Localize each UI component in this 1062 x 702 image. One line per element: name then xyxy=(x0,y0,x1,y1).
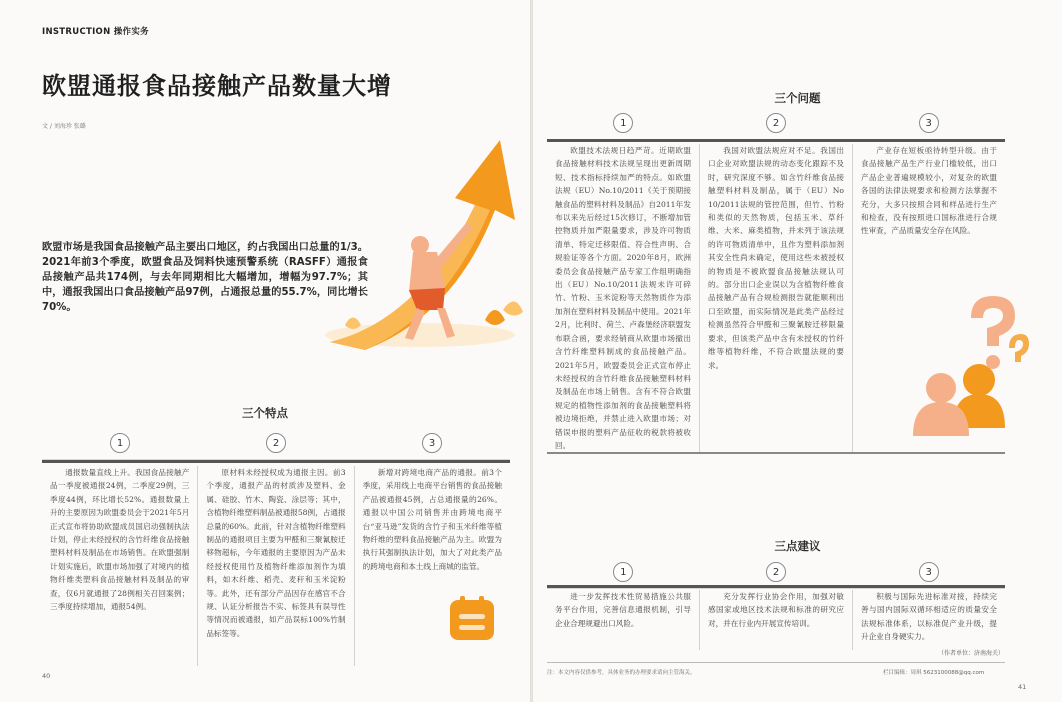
problem-number-cell xyxy=(700,113,853,140)
right-page-number: 41 xyxy=(1018,683,1027,691)
suggestion-column-2 xyxy=(699,590,852,650)
problems-numbers xyxy=(547,113,1005,140)
article-byline: 文 / 刘海珍 张璐 xyxy=(42,123,86,130)
problem-number-cell xyxy=(852,113,1005,140)
problem-number-2: 2 xyxy=(766,113,786,133)
problem-text-2: 我国对欧盟法规应对不足。我国出口企业对欧盟法规的动态变化跟踪不及时，研究深度不够。如含竹纤维食品接触塑料材料及制品，属于（EU）No 10/2011法规的管控范围，但竹、竹粉和类似的天然物质，包括玉米、草纤维、大米、麻类植物，并未列于该法规的许可物质清单中，且作为塑料添加剂其安全性尚未确定，使用这些未被授权的物质是不被欧盟食品接触法规认可的。部分出口企业误以为含植物纤维食品接触产品有合规检测报告就能顺利出口至欧盟，而实际情况是此类产品经过检测虽然符合甲醛和三聚氰胺迁移限量要求，但该类产品中含有未授权的竹纤维等植物纤维，不符合欧盟法规的要求。 xyxy=(708,146,844,370)
feature-number-cell xyxy=(42,433,198,460)
article-lead: 欧盟市场是我国食品接触产品主要出口地区，约占我国出口总量的1/3。2021年前3个季度，欧盟食品及饲料快速预警系统（RASFF）通报食品接触产品共174例，与去年同期相比大幅增加，增幅为97.7%；其中，通报我国出口食品接触产品97例，占通报总量的55.7%，同比增长70%。 xyxy=(42,242,368,313)
problem-text-1: 欧盟技术法规日趋严苛。近期欧盟食品接触材料技术法规呈现出更新周期短、技术指标持续加严的特点。如欧盟法规（EU）No.10/2011《关于预期接触食品的塑料材料及制品》自2011年发布以来先后经过15次修订，不断增加管控物质并加严限量要求，涉及许可物质清单、特定迁移限值、符合性声明、合规验证等各个方面。2020年8月，欧洲委员会食品接触产品专家工作组明确指出（EU）No.10/2011法规未许可碎竹、竹粉、玉米淀粉等天然物质作为添加剂在塑料材料及制品中使用。2021年2月，比利时、荷兰、卢森堡经济联盟发布联合函，要求经销商从欧盟市场撤出含竹纤维塑料制成的食品接触产品。2021年5月，欧盟委员会正式宣布停止未经授权的含竹纤维食品接触塑料材料及制品在市场上销售。含有不符合欧盟规定的植物性添加剂的食品接触塑料将被边境拒绝，并禁止进入欧盟市场；对错误申报的塑料产品征收的税款将被收回。 xyxy=(555,146,691,450)
problems-bottom-bar xyxy=(547,452,1005,454)
feature-number-cell xyxy=(354,433,510,460)
suggestion-column-1 xyxy=(547,590,699,650)
suggestions-divider-bar xyxy=(547,585,1005,588)
problem-number-cell xyxy=(547,113,700,140)
rising-arrow-illustration xyxy=(325,110,530,360)
left-page xyxy=(0,0,530,702)
feature-text-1: 通报数量直线上升。我国食品接触产品一季度被通报24例，二季度29例，三季度44例，环比增长52%。通报数量上升的主要原因为欧盟委员会于2021年5月正式宣布将协助欧盟成员国启动强制执法计划，停止未经授权的含竹纤维食品接触塑料材料及制品在市场销售。在欧盟强制计划实施后，欧盟市场加强了对境内的植物纤维类塑料食品接触材料及制品的审查，仅6月就通报了28例相关召回案例；三季度持续增加，通报54例。 xyxy=(50,468,190,612)
suggestions-columns xyxy=(547,590,1005,650)
calendar-list-icon xyxy=(448,594,496,642)
features-numbers xyxy=(42,433,510,460)
suggestion-text-3: 积极与国际先进标准对接，持续完善与国内国际双循环相适应的质量安全法规标准体系，以标准促产业升级，提升企业自身硬实力。 xyxy=(861,592,997,642)
feature-text-2: 原材料未经授权成为通报主因。前3个季度，通报产品的材质涉及塑料、金属、硅胶、竹木、陶瓷、涂层等；其中，含植物纤维塑料制品被通报58例，占通报总量的60%。此前，针对含植物纤维塑料制品的通报项目主要为甲醛和三聚氰胺迁移物超标，今年通报的主要原因为产品未经授权使用竹及植物纤维添加剂作为填料，如木纤维、稻壳、麦秆和玉米淀粉等。此外，还有部分产品因存在感官不合规、认证分析报告不实、标签具有误导性等情况而被通报，如产品误标100%竹制品标签等。 xyxy=(206,468,346,638)
problem-column-2 xyxy=(699,144,852,452)
feature-number-1: 1 xyxy=(110,433,130,453)
features-columns xyxy=(42,466,510,666)
problems-heading: 三个问题 xyxy=(774,91,821,105)
feature-column-1 xyxy=(42,466,197,666)
problems-divider-bar xyxy=(547,139,1005,142)
problem-text-3: 产业存在短板亟待转型升级。由于食品接触产品生产行业门槛较低，出口产品企业普遍规模较小，对复杂的欧盟各国的法律法规要求和检测方法掌握不充分，大多只按照合同和样品进行生产和检查，没有按照进口国标准进行合规性审查，产品质量安全存在风险。 xyxy=(861,146,997,236)
feature-column-2 xyxy=(197,466,353,666)
left-page-number: 40 xyxy=(42,672,51,680)
feature-number-3: 3 xyxy=(422,433,442,453)
feature-text-3: 新增对跨境电商产品的通报。前3个季度，采用线上电商平台销售的食品接触产品被通报45例，占总通报量的26%。通报以中国公司销售并由跨境电商平台“亚马逊”发货的含竹子和玉米纤维等植物纤维的塑料食品接触产品为主。欧盟为执行其强制执法计划，加大了对此类产品的跨境电商和本土线上商城的监管。 xyxy=(362,468,502,571)
right-page xyxy=(533,0,1062,702)
article-title: 欧盟通报食品接触产品数量大增 xyxy=(42,72,392,100)
suggestion-number-1: 1 xyxy=(613,562,633,582)
column-editor: 栏目编辑：周琪 5623100088@qq.com xyxy=(883,670,985,676)
problem-column-1 xyxy=(547,144,699,452)
problem-number-3: 3 xyxy=(919,113,939,133)
suggestion-number-2: 2 xyxy=(766,562,786,582)
question-mark-people-illustration xyxy=(909,288,1029,438)
problem-number-1: 1 xyxy=(613,113,633,133)
feature-number-2: 2 xyxy=(266,433,286,453)
suggestion-text-2: 充分发挥行业协会作用，加强对敏感国家或地区技术法规和标准的研究应对，并在行业内开展宣传培训。 xyxy=(708,592,844,628)
features-divider-bar xyxy=(42,460,510,463)
footer-rule xyxy=(547,662,1005,663)
features-heading: 三个特点 xyxy=(242,406,288,420)
suggestion-text-1: 进一步发挥技术性贸易措施公共服务平台作用，完善信息通报机制，引导企业合理规避出口风险。 xyxy=(555,592,691,628)
feature-number-cell xyxy=(198,433,354,460)
suggestions-heading: 三点建议 xyxy=(774,539,821,553)
suggestion-number-3: 3 xyxy=(919,562,939,582)
suggestion-column-3 xyxy=(852,590,1005,650)
section-tag: INSTRUCTION 操作实务 xyxy=(42,27,149,37)
footer-disclaimer: 注：本文内容仅供参考，具体业务的办理要求请向主管海关。 xyxy=(547,670,696,676)
author-unit: （作者单位：济南海关） xyxy=(937,650,1004,657)
